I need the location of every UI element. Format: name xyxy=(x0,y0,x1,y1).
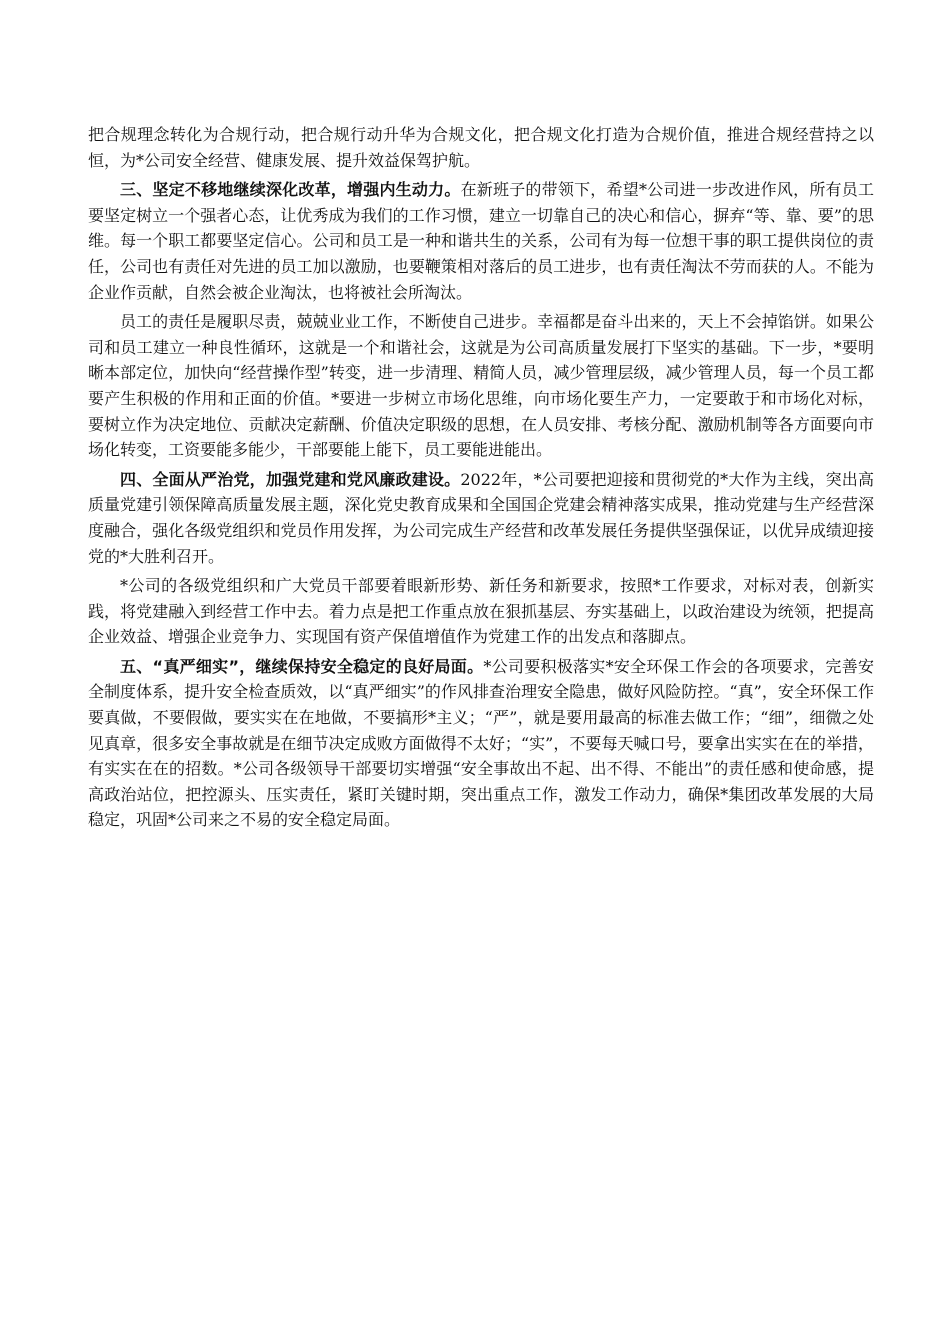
paragraph-text: *公司要积极落实*安全环保工作会的各项要求，完善安全制度体系，提升安全检查质效，以“真严细实”的作风排查治理安全隐患，做好风险防控。“真”，安全环保工作要真做，不要假做，要实实在在地做，不要搞形*主义；“严”，就是要用最高的标准去做工作；“细”，细微之处见真章，很多安全事故就是在细节决定成败方面做得不太好；“实”，不要每天喊口号，要拿出实实在在的举措，有实实在在的招数。*公司各级领导干部要切实增强“安全事故出不起、出不得、不能出”的责任感和使命感，提高政治站位，把控源头、压实责任，紧盯关键时期，突出重点工作，激发工作动力，确保*集团改革发展的大局稳定，巩固*公司来之不易的安全稳定局面。 xyxy=(88,656,874,830)
paragraph-text: 在新班子的带领下，希望*公司进一步改进作风，所有员工要坚定树立一个强者心态，让优秀成为我们的工作习惯，建立一切靠自己的决心和信心，摒弃“等、靠、要”的思维。每一个职工都要坚定信心。公司和员工是一种和谐共生的关系，公司有为每一位想干事的职工提供岗位的责任，公司也有责任对先进的员工加以激励，也要鞭策相对落后的员工进步，也有责任淘汰不劳而获的人。不能为企业作贡献，自然会被企业淘汰，也将被社会所淘汰。 xyxy=(88,180,874,302)
paragraph-text: 员工的责任是履职尽责，兢兢业业工作，不断使自己进步。幸福都是奋斗出来的，天上不会掉馅饼。如果公司和员工建立一种良性循环，这就是一个和谐社会，这就是为公司高质量发展打下坚实的基础。下一步，*要明晰本部定位，加快向“经营操作型”转变，进一步清理、精简人员，减少管理层级，减少管理人员，每一个员工都要产生积极的作用和正面的价值。*要进一步树立市场化思维，向市场化要生产力，一定要敢于和市场化对标，要树立作为决定地位、贡献决定薪酬、价值决定职级的思想，在人员安排、考核分配、激励机制等各方面要向市场化转变，工资要能多能少，干部要能上能下，员工要能进能出。 xyxy=(88,312,874,460)
section-heading-four: 四、全面从严治党，加强党建和党风廉政建设。 xyxy=(120,469,461,489)
paragraph-party-organizations xyxy=(88,573,874,650)
paragraph-text: *公司的各级党组织和广大党员干部要着眼新形势、新任务和新要求，按照*工作要求，对标对表，创新实践，将党建融入到经营工作中去。着力点是把工作重点放在狠抓基层、夯实基础上，以政治建设为统领，把提高企业效益、增强企业竞争力、实现国有资产保值增值作为党建工作的出发点和落脚点。 xyxy=(88,576,874,647)
section-heading-three: 三、坚定不移地继续深化改革，增强内生动力。 xyxy=(120,180,461,200)
paragraph-text: 把合规理念转化为合规行动，把合规行动升华为合规文化，把合规文化打造为合规价值，推进合规经营持之以恒，为*公司安全经营、健康发展、提升效益保驾护航。 xyxy=(88,125,874,170)
paragraph-section-four xyxy=(88,467,874,569)
document-body xyxy=(88,122,874,837)
section-heading-five: 五、“真严细实”，继续保持安全稳定的良好局面。 xyxy=(120,656,484,676)
paragraph-employee-responsibility xyxy=(88,309,874,463)
paragraph-intro-continuation xyxy=(88,122,874,173)
paragraph-section-three xyxy=(88,177,874,305)
paragraph-section-five xyxy=(88,654,874,833)
paragraph-text: 2022年，*公司要把迎接和贯彻党的*大作为主线，突出高质量党建引领保障高质量发展主题，深化党史教育成果和全国国企党建会精神落实成果，推动党建与生产经营深度融合，强化各级党组织和党员作用发挥，为公司完成生产经营和改革发展任务提供坚强保证，以优异成绩迎接党的*大胜利召开。 xyxy=(88,469,874,566)
